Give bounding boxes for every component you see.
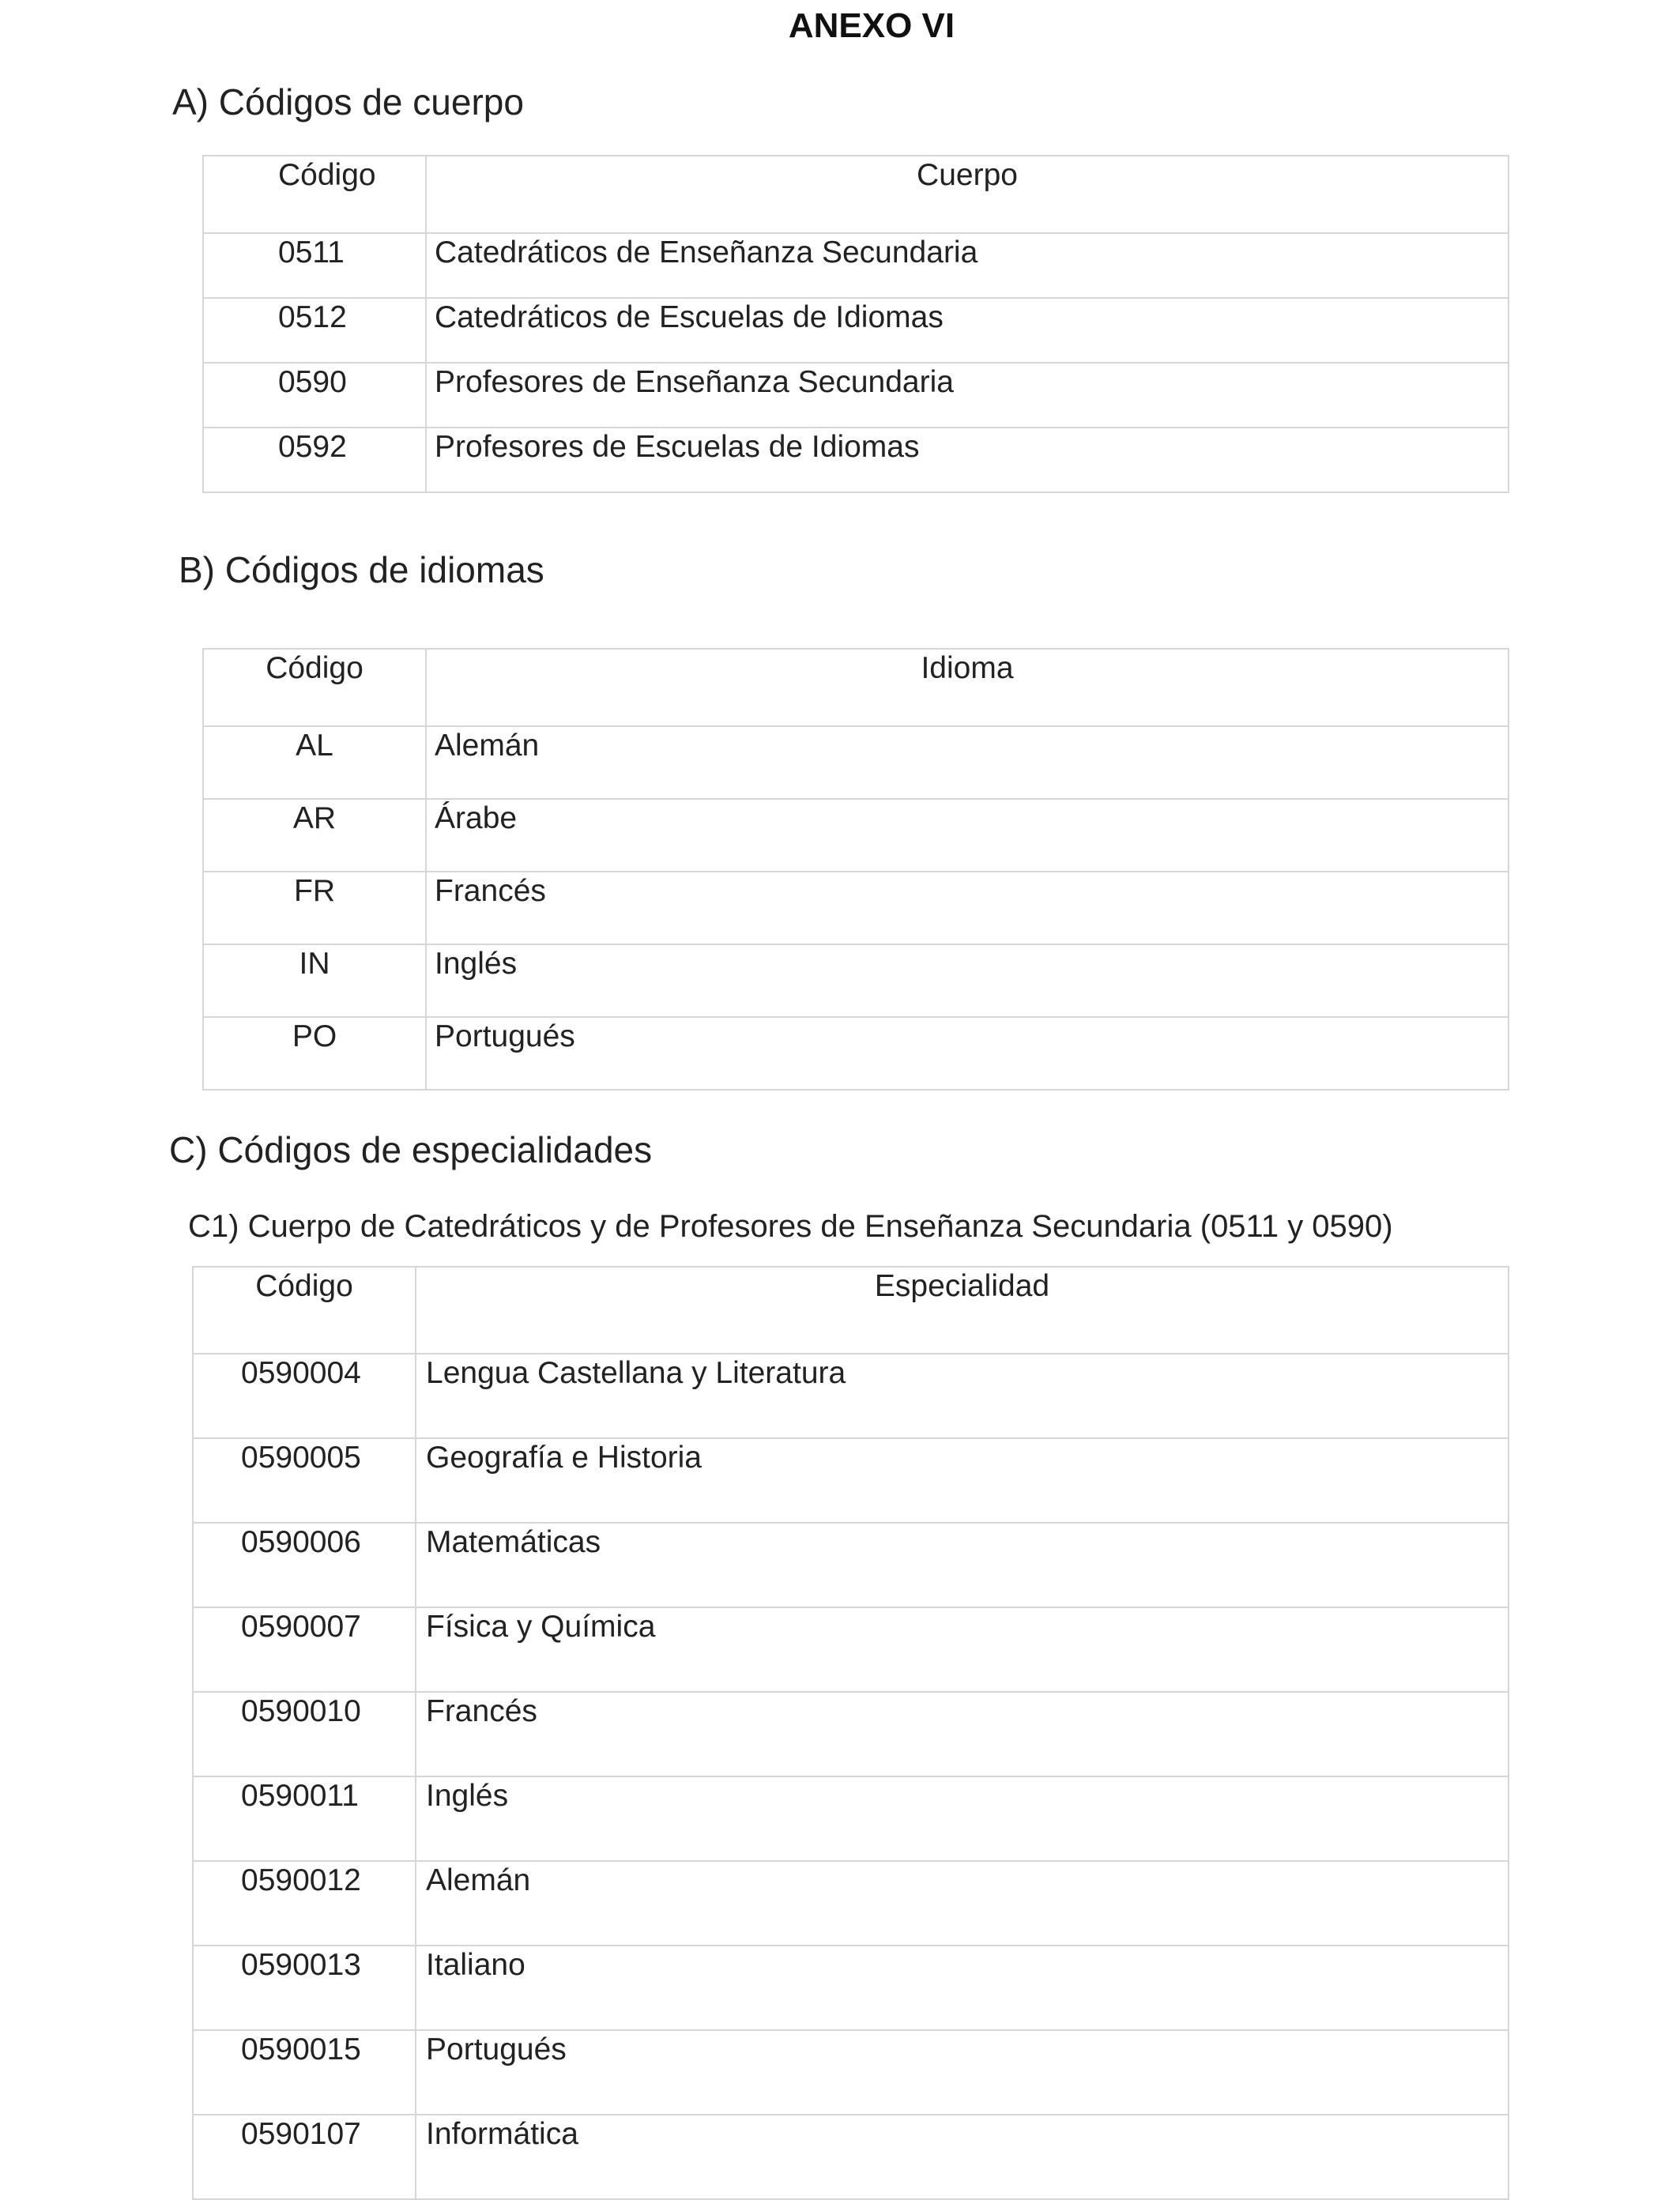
column-header-code: Código — [203, 156, 426, 233]
table-header-row — [193, 1267, 1509, 1354]
cell-idioma: Portugués — [426, 1017, 1509, 1090]
cell-especialidad: Alemán — [416, 1861, 1509, 1946]
cell-especialidad: Francés — [416, 1692, 1509, 1776]
table-row — [193, 2115, 1509, 2199]
table-row — [203, 1017, 1509, 1090]
table-row — [203, 944, 1509, 1017]
cell-especialidad: Inglés — [416, 1776, 1509, 1861]
cell-idioma: Inglés — [426, 944, 1509, 1017]
column-header-code: Código — [203, 649, 426, 726]
table-row — [193, 1776, 1509, 1861]
cell-code: 0590005 — [193, 1438, 416, 1523]
table-row — [193, 1607, 1509, 1692]
cell-code: IN — [203, 944, 426, 1017]
table-row — [193, 1438, 1509, 1523]
cell-especialidad: Portugués — [416, 2030, 1509, 2115]
table-row — [203, 233, 1509, 298]
cell-especialidad: Geografía e Historia — [416, 1438, 1509, 1523]
cell-especialidad: Italiano — [416, 1946, 1509, 2030]
cell-idioma: Alemán — [426, 726, 1509, 799]
cuerpo-table — [202, 155, 1509, 493]
cell-especialidad: Lengua Castellana y Literatura — [416, 1354, 1509, 1438]
cell-cuerpo: Catedráticos de Escuelas de Idiomas — [426, 298, 1509, 363]
table-row — [193, 1354, 1509, 1438]
cell-code: AL — [203, 726, 426, 799]
table-row — [203, 726, 1509, 799]
cell-cuerpo: Profesores de Enseñanza Secundaria — [426, 363, 1509, 428]
table-row — [193, 1946, 1509, 2030]
table-row — [193, 1861, 1509, 1946]
cell-especialidad: Informática — [416, 2115, 1509, 2199]
column-header-idioma: Idioma — [426, 649, 1509, 726]
cell-code: 0590011 — [193, 1776, 416, 1861]
cell-code: 0512 — [203, 298, 426, 363]
table-row — [203, 799, 1509, 872]
cell-idioma: Francés — [426, 872, 1509, 944]
table-header-row — [203, 649, 1509, 726]
cell-code: 0590 — [203, 363, 426, 428]
especialidades-table — [192, 1266, 1509, 2200]
cell-code: 0511 — [203, 233, 426, 298]
section-a-heading: A) Códigos de cuerpo — [172, 81, 524, 122]
page-title: ANEXO VI — [788, 6, 955, 45]
cell-code: PO — [203, 1017, 426, 1090]
cell-code: 0590010 — [193, 1692, 416, 1776]
section-c-heading: C) Códigos de especialidades — [169, 1129, 653, 1170]
table-header-row — [203, 156, 1509, 233]
table-row — [203, 428, 1509, 492]
table-row — [203, 363, 1509, 428]
cell-code: 0590012 — [193, 1861, 416, 1946]
cell-code: AR — [203, 799, 426, 872]
cell-especialidad: Física y Química — [416, 1607, 1509, 1692]
cell-cuerpo: Catedráticos de Enseñanza Secundaria — [426, 233, 1509, 298]
table-row — [203, 298, 1509, 363]
column-header-cuerpo: Cuerpo — [426, 156, 1509, 233]
table-row — [193, 1523, 1509, 1607]
column-header-especialidad: Especialidad — [416, 1267, 1509, 1354]
cell-code: 0590015 — [193, 2030, 416, 2115]
cell-code: 0590007 — [193, 1607, 416, 1692]
cell-code: 0592 — [203, 428, 426, 492]
table-row — [193, 1692, 1509, 1776]
cell-idioma: Árabe — [426, 799, 1509, 872]
cell-especialidad: Matemáticas — [416, 1523, 1509, 1607]
section-c1-subheading: C1) Cuerpo de Catedráticos y de Profesores de Enseñanza Secundaria (0511 y 0590) — [188, 1209, 1393, 1244]
table-row — [203, 872, 1509, 944]
column-header-code: Código — [193, 1267, 416, 1354]
cell-code: 0590004 — [193, 1354, 416, 1438]
cell-code: 0590006 — [193, 1523, 416, 1607]
cell-code: 0590013 — [193, 1946, 416, 2030]
cell-cuerpo: Profesores de Escuelas de Idiomas — [426, 428, 1509, 492]
idiomas-table — [202, 648, 1509, 1091]
cell-code: FR — [203, 872, 426, 944]
table-row — [193, 2030, 1509, 2115]
section-b-heading: B) Códigos de idiomas — [179, 549, 544, 590]
cell-code: 0590107 — [193, 2115, 416, 2199]
